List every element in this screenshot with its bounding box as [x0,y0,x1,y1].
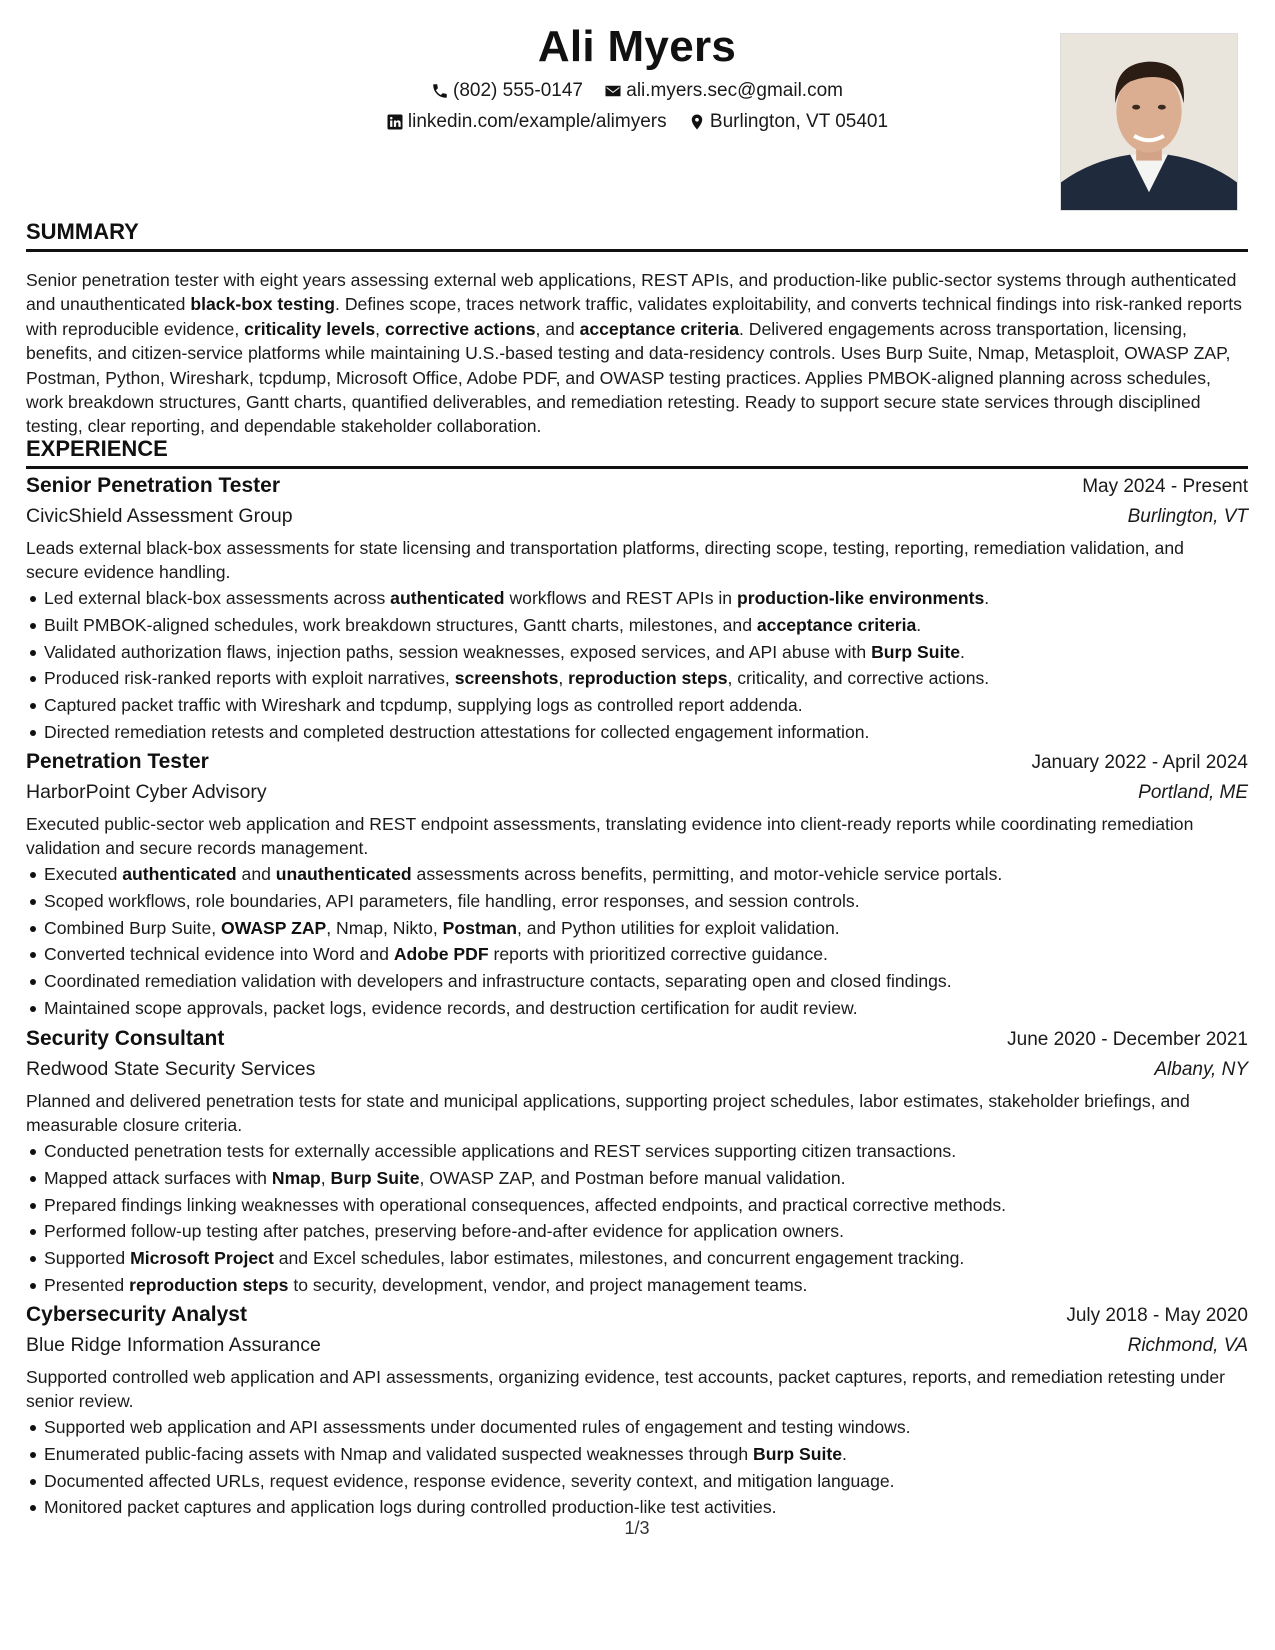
emphasis-text: criticality levels [244,318,376,339]
bullet-item: Monitored packet captures and application logs during controlled production-like test activities. [44,1494,1248,1521]
job-bullets [26,585,1248,746]
envelope-icon [604,82,622,100]
bullet-item: Supported web application and API assessments under documented rules of engagement and testing windows. [44,1414,1248,1441]
emphasis-text: authenticated [122,864,237,884]
job-entry [26,1303,1248,1521]
linkedin-text: linkedin.com/example/alimyers [407,111,667,132]
job-location: Portland, ME [1138,782,1248,803]
emphasis-text: Burp Suite [753,1443,842,1464]
emphasis-text: authenticated [390,588,505,608]
emphasis-text: production-like environments [736,588,985,608]
job-location: Albany, NY [1154,1059,1248,1080]
bullet-item: Led external black-box assessments across authenticated workflows and REST APIs in production-like environments. [44,585,1248,612]
linkedin-contact[interactable] [386,111,667,133]
bullet-item: Executed authenticated and unauthenticated assessments across benefits, permitting, and motor-vehicle service portals. [44,861,1248,888]
summary-paragraph: Senior penetration tester with eight years assessing external web applications, REST APIs, and production-like public-sector systems through authenticated and unauthenticated black-box testing. Defines scope, traces network traffic, validates exploitability, and converts technical findings into risk-ranked reports with reproducible evidence, criticality levels, corrective actions, and acceptance criteria. Delivered engagements across transportation, licensing, benefits, and citizen-service platforms while maintaining U.S.-based testing and data-residency controls. Uses Burp Suite, Nmap, Metasploit, OWASP ZAP, Postman, Python, Wireshark, tcpdump, Microsoft Office, Adobe PDF, and OWASP testing practices. Applies PMBOK-aligned planning across schedules, work breakdown structures, Gantt charts, quantified deliverables, and remediation retesting. Ready to support secure state services through disciplined testing, clear reporting, and dependable stakeholder collaboration. [26,270,1242,437]
bullet-item: Directed remediation retests and completed destruction attestations for collected engagement information. [44,719,1248,746]
emphasis-text: reproduction steps [129,1274,289,1295]
job-location: Richmond, VA [1127,1335,1248,1356]
summary-heading: SUMMARY [26,219,1248,252]
location-contact [688,111,888,133]
bullet-item: Maintained scope approvals, packet logs, evidence records, and destruction certification for audit review. [44,995,1248,1022]
job-dates: July 2018 - May 2020 [1066,1305,1248,1326]
job-company: Blue Ridge Information Assurance [26,1334,321,1356]
job-title: Penetration Tester [26,750,209,773]
job-entry [26,750,1248,1022]
bullet-item: Built PMBOK-aligned schedules, work breakdown structures, Gantt charts, milestones, and acceptance criteria. [44,612,1248,639]
bullet-item: Validated authorization flaws, injection paths, session weaknesses, exposed services, and API abuse with Burp Suite. [44,639,1248,666]
experience-heading: EXPERIENCE [26,436,1248,469]
job-description: Planned and delivered penetration tests for state and municipal applications, supporting project schedules, labor estimates, stakeholder briefings, and measurable closure criteria. [26,1091,1190,1135]
emphasis-text: Microsoft Project [130,1248,274,1269]
email-contact[interactable] [604,80,843,102]
map-pin-icon [688,113,706,131]
bullet-item: Presented reproduction steps to security, development, vendor, and project management teams. [44,1272,1248,1299]
bullet-item: Converted technical evidence into Word and Adobe PDF reports with prioritized corrective guidance. [44,941,1248,968]
page-number: 1/3 [624,1518,650,1538]
job-company: CivicShield Assessment Group [26,505,293,527]
emphasis-text: Postman [442,917,517,938]
job-dates: January 2022 - April 2024 [1031,752,1248,773]
job-entry [26,474,1248,746]
job-title: Cybersecurity Analyst [26,1303,247,1326]
job-entry [26,1027,1248,1299]
job-company: HarborPoint Cyber Advisory [26,781,267,803]
bullet-item: Documented affected URLs, request evidence, response evidence, severity context, and mitigation language. [44,1468,1248,1495]
job-title: Senior Penetration Tester [26,474,281,497]
resume-page [26,0,1248,1650]
bullet-item: Scoped workflows, role boundaries, API parameters, file handling, error responses, and session controls. [44,888,1248,915]
emphasis-text: screenshots [454,668,559,689]
bullet-item: Prepared findings linking weaknesses with operational consequences, affected endpoints, and practical corrective methods. [44,1192,1248,1219]
bullet-item: Enumerated public-facing assets with Nmap and validated suspected weaknesses through Burp Suite. [44,1441,1248,1468]
portrait-icon [1061,34,1237,210]
bullet-item: Combined Burp Suite, OWASP ZAP, Nmap, Nikto, Postman, and Python utilities for exploit validation. [44,915,1248,942]
bullet-item: Supported Microsoft Project and Excel schedules, labor estimates, milestones, and concurrent engagement tracking. [44,1245,1248,1272]
bullet-item: Conducted penetration tests for externally accessible applications and REST services supporting citizen transactions. [44,1138,1248,1165]
emphasis-text: black-box testing [190,294,336,315]
phone-text: (802) 555-0147 [453,80,583,101]
bullet-item: Produced risk-ranked reports with exploit narratives, screenshots, reproduction steps, criticality, and corrective actions. [44,665,1248,692]
job-description: Supported controlled web application and API assessments, organizing evidence, test accounts, packet captures, reports, and remediation retesting under senior review. [26,1367,1226,1411]
emphasis-text: corrective actions [384,318,536,339]
job-description: Leads external black-box assessments for state licensing and transportation platforms, directing scope, testing, reporting, remediation validation, and secure evidence handling. [26,538,1184,582]
bullet-item: Performed follow-up testing after patches, preserving before-and-after evidence for application owners. [44,1218,1248,1245]
candidate-name: Ali Myers [537,22,737,71]
job-bullets [26,1138,1248,1299]
job-location: Burlington, VT [1127,506,1248,527]
emphasis-text: unauthenticated [275,864,412,884]
emphasis-text: acceptance criteria [756,614,917,635]
job-dates: June 2020 - December 2021 [1007,1029,1248,1050]
emphasis-text: OWASP ZAP [221,917,327,938]
email-text: ali.myers.sec@gmail.com [626,80,843,101]
job-bullets [26,1414,1248,1521]
emphasis-text: Burp Suite [330,1167,420,1188]
phone-contact [431,80,583,102]
job-description: Executed public-sector web application and REST endpoint assessments, translating evidence into client-ready reports while coordinating remediation validation and secure records management. [26,814,1194,858]
phone-icon [431,82,449,100]
emphasis-text: reproduction steps [568,668,728,689]
job-bullets [26,861,1248,1022]
job-title: Security Consultant [26,1027,225,1050]
bullet-item: Coordinated remediation validation with developers and infrastructure contacts, separating open and closed findings. [44,968,1248,995]
location-text: Burlington, VT 05401 [709,111,889,132]
bullet-item: Captured packet traffic with Wireshark and tcpdump, supplying logs as controlled report addenda. [44,692,1248,719]
profile-photo [1060,33,1238,211]
job-dates: May 2024 - Present [1082,476,1248,497]
emphasis-text: Adobe PDF [393,944,489,965]
job-company: Redwood State Security Services [26,1058,316,1080]
emphasis-text: acceptance criteria [579,318,739,339]
emphasis-text: Burp Suite [871,641,961,662]
linkedin-icon [386,113,404,131]
bullet-item: Mapped attack surfaces with Nmap, Burp Suite, OWASP ZAP, and Postman before manual validation. [44,1165,1248,1192]
emphasis-text: Nmap [271,1167,321,1188]
